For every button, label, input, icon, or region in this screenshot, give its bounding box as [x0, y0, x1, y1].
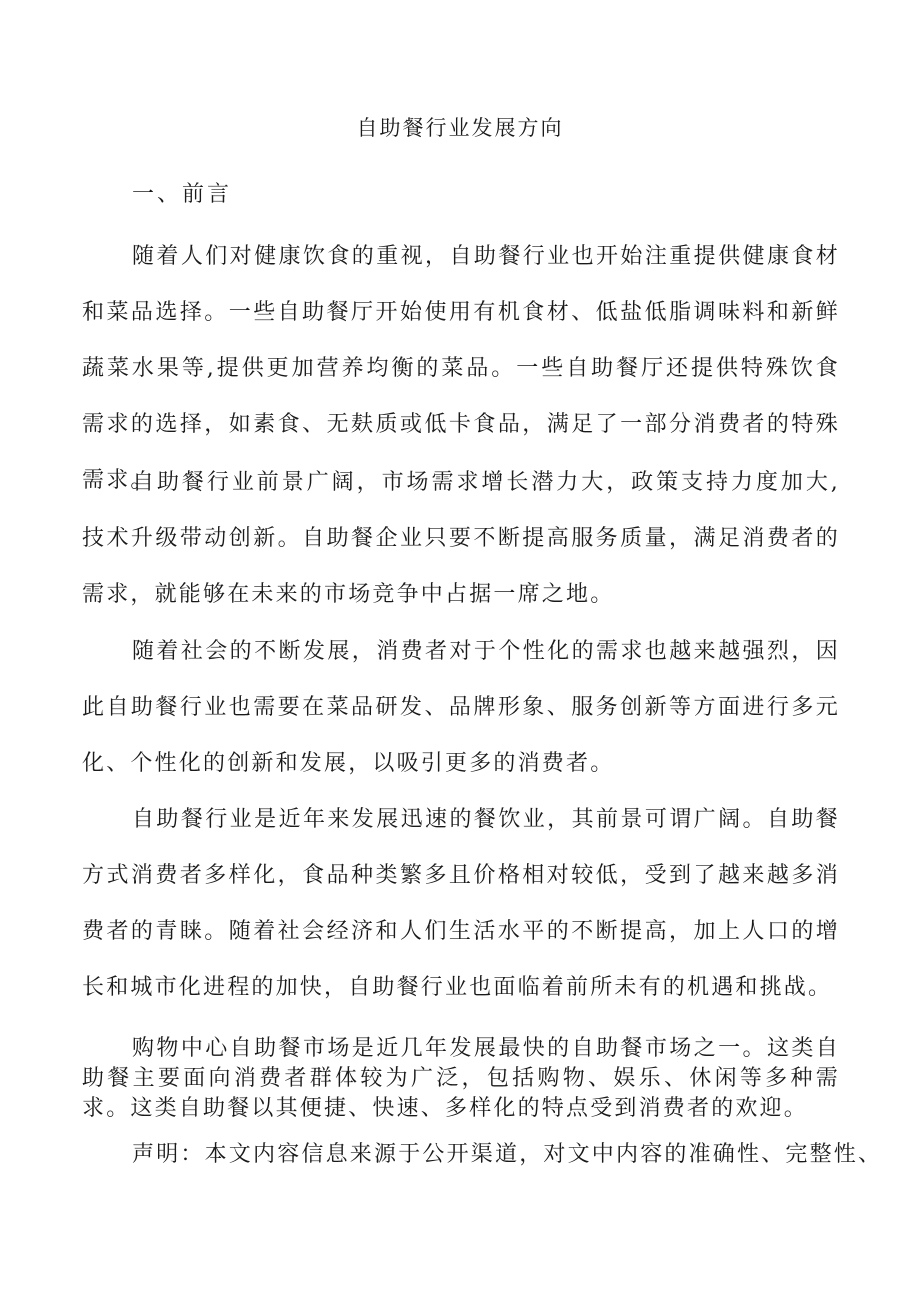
paragraph-shopping-mall-market: 购物中心自助餐市场是近几年发展最快的自助餐市场之一。这类自助餐主要面向消费者群体较为广泛，包括购物、娱乐、休闲等多种需求。这类自助餐以其便捷、快速、多样化的特点受到消费者的欢迎。 [82, 1036, 840, 1121]
paragraph-personalization: 随着社会的不断发展，消费者对于个性化的需求也越来越强烈，因此自助餐行业也需要在菜品研发、品牌形象、服务创新等方面进行多元化、个性化的创新和发展，以吸引更多的消费者。 [82, 639, 840, 776]
document-title: 自助餐行业发展方向 [356, 116, 564, 140]
paragraph-industry-outlook: 自助餐行业前景广阔，市场需求增长潜力大，政策支持力度加大,技术升级带动创新。自助餐企业只要不断提高服务质量，满足消费者的需求，就能够在未来的市场竞争中占据一席之地。 [82, 470, 840, 607]
paragraph-rapid-growth: 自助餐行业是近年来发展迅速的餐饮业，其前景可谓广阔。自助餐方式消费者多样化，食品种类繁多且价格相对较低，受到了越来越多消费者的青睐。随着社会经济和人们生活水平的不断提高，加上人口的增长和城市化进程的加快，自助餐行业也面临着前所未有的机遇和挑战。 [82, 807, 840, 1000]
section-heading: 一、前言 [132, 182, 233, 207]
paragraph-healthy-food: 随着人们对健康饮食的重视，自助餐行业也开始注重提供健康食材和菜品选择。一些自助餐厅开始使用有机食材、低盐低脂调味料和新鲜蔬菜水果等,提供更加营养均衡的菜品。一些自助餐厅还提供特殊饮食需求的选择，如素食、无麸质或低卡食品，满足了一部分消费者的特殊需求。 [82, 244, 840, 493]
paragraph-disclaimer: 声明：本文内容信息来源于公开渠道，对文中内容的准确性、完整性、 [132, 1142, 883, 1167]
